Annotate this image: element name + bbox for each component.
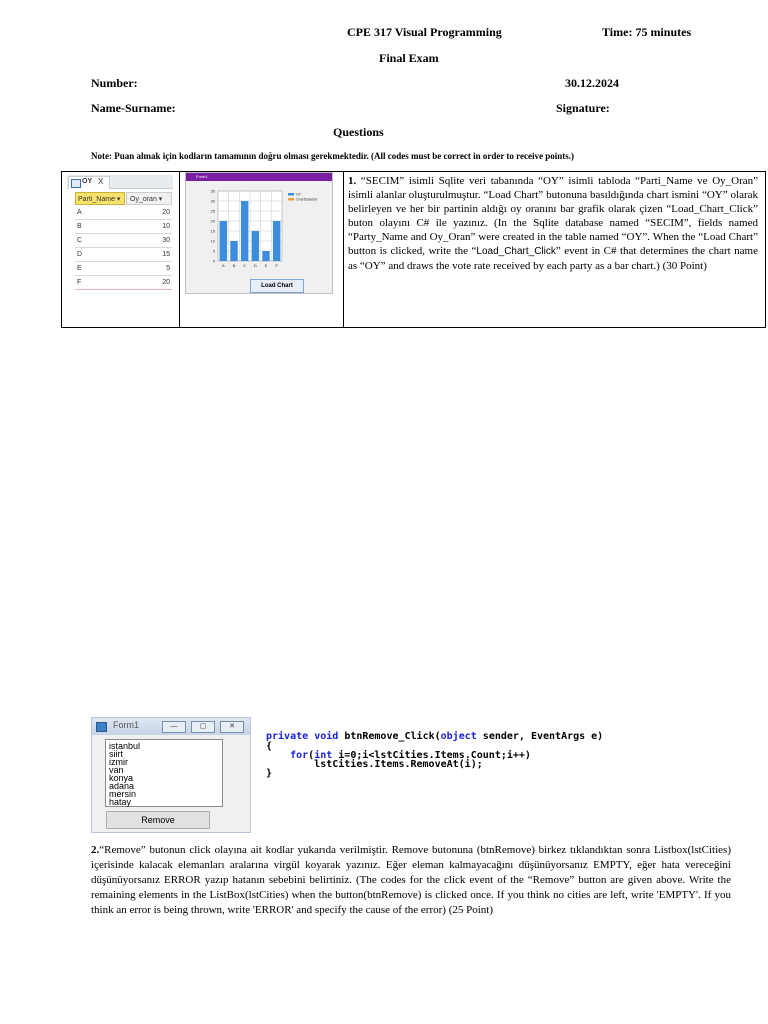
table-row: A 20	[75, 206, 172, 220]
y-tick-label: 15	[210, 228, 215, 234]
list-item[interactable]: hatay	[109, 797, 132, 807]
code-line-3: for(int i=0;i<lstCities.Items.Count;i++)	[290, 750, 531, 761]
list-item[interactable]: konya	[109, 773, 134, 783]
cell-divider	[179, 172, 180, 327]
legend-swatch	[288, 193, 294, 196]
bar	[262, 251, 269, 261]
number-label: Number:	[91, 76, 138, 90]
cities-listbox[interactable]	[105, 739, 223, 807]
x-tick-label: E	[264, 263, 268, 268]
database-table-image	[67, 175, 173, 291]
list-item[interactable]: izmir	[109, 757, 128, 767]
bar	[220, 221, 227, 261]
bar	[241, 201, 248, 261]
x-tick-label: A	[221, 263, 225, 268]
exam-time: Time: 75 minutes	[602, 25, 692, 39]
code-line-4: lstCities.Items.RemoveAt(i);	[314, 759, 483, 770]
bar	[230, 241, 237, 261]
bar	[252, 231, 259, 261]
questions-title: Questions	[333, 125, 384, 139]
table-icon	[71, 179, 81, 188]
remove-form-image	[91, 717, 251, 833]
x-tick-label: F	[275, 263, 278, 268]
exam-date: 30.12.2024	[565, 76, 619, 90]
x-tick-label: C	[243, 263, 247, 268]
table-row: D 15	[75, 248, 172, 262]
list-item[interactable]: van	[109, 765, 124, 775]
code-line-1: private void btnRemove_Click(object sender, EventArgs e)	[266, 731, 604, 742]
y-tick-label: 10	[210, 238, 215, 244]
tab-close-icon: X	[98, 177, 104, 186]
form-title: Form1	[113, 720, 140, 730]
chart-form-image	[185, 172, 333, 294]
table-tab-bar	[67, 175, 173, 189]
list-item[interactable]: adana	[109, 781, 135, 791]
maximize-button[interactable]: ▢	[191, 721, 215, 733]
legend-label: ChartDataSet	[296, 197, 318, 202]
cell-divider	[343, 172, 344, 327]
y-tick-label: 35	[210, 188, 215, 194]
code-line-5: }	[266, 768, 273, 779]
question-1-text: 1. “SECIM” isimli Sqlite veri tabanında “OY” isimli tabloda “Parti_Name ve Oy_Oran” isimli alanlar oluşturulmuştur. “Load Chart” butonuna basıldığında chart ismini “OY” olarak belirleyen ve her bir partinin aldığı oy oranını bar grafik olarak çizen “Load_Chart_Click” buton olayını C# ile yazınız. (In the Sqlite database named “SECIM”, fields named “Party_Name and Oy_Oran” were created in the table named “OY”. When the “Load Chart” button is clicked, write the “Load_Chart_Click” event in C# that determines the chart name as “OY” and draws the vote rate received by each party as a bar chart.) (30 Point)	[348, 175, 759, 272]
bar	[273, 221, 280, 261]
question-1-table	[61, 171, 766, 328]
legend-swatch	[288, 198, 294, 201]
table-row: B 10	[75, 220, 172, 234]
y-tick-label: 0	[212, 258, 215, 264]
signature-label: Signature:	[556, 101, 610, 115]
list-item[interactable]: istanbul	[109, 741, 141, 751]
exam-note: Note: Puan almak için kodların tamamının doğru olması gerekmektedir. (All codes must be correct in order to receive points.)	[91, 151, 574, 161]
y-tick-label: 25	[210, 208, 215, 214]
x-tick-label: B	[232, 263, 236, 268]
form-icon	[96, 722, 107, 732]
table-row: E 5	[75, 262, 172, 276]
list-item[interactable]: siirt	[109, 749, 123, 759]
column-header-oy-oran: Oy_oran ▾	[126, 192, 172, 205]
x-tick-label: D	[253, 263, 257, 268]
close-button[interactable]: ✕	[220, 721, 244, 733]
bar-chart	[186, 183, 332, 283]
table-tab-name: OY	[82, 178, 93, 185]
question-2-text: 2.“Remove” butonun click olayına ait kodlar yukarıda verilmiştir. Remove butonuna (btnRemove) birkez tıklandıktan sonra Listbox(lstCities) içerisinde kalacak elemanları aralarına virgül koyarak yazınız. Eğer eleman kalmayacağını düşünüyorsanız EMPTY, eğer hata vereceğini düşünüyorsanız ERROR yazıp hatanın sebebini belirtiniz. (The codes for the click event of the “Remove” button are given above. Write the remaining elements in the ListBox(lstCities) when the button(btnRemove) is clicked once. If you think no cities are left, write 'EMPTY'. If you think an error is being thrown, write 'ERROR' and specify the cause of the error) (25 Point)	[91, 844, 731, 916]
table-row: F 20	[75, 276, 172, 290]
y-tick-label: 5	[212, 248, 215, 254]
course-title: CPE 317 Visual Programming	[347, 25, 502, 39]
exam-title: Final Exam	[379, 51, 439, 65]
name-surname-label: Name-Surname:	[91, 101, 176, 115]
column-header-parti-name: Parti_Name ▾	[75, 192, 125, 205]
code-line-2: {	[266, 741, 273, 752]
load-chart-button[interactable]: Load Chart	[250, 279, 304, 293]
y-tick-label: 20	[210, 218, 215, 224]
table-row: C 30	[75, 234, 172, 248]
remove-button[interactable]: Remove	[106, 811, 210, 829]
table-tab	[68, 176, 110, 189]
y-tick-label: 30	[210, 198, 215, 204]
minimize-button[interactable]: —	[162, 721, 186, 733]
form-title: Form1	[196, 174, 208, 179]
legend-label: OY	[296, 192, 302, 197]
list-item[interactable]: mersin	[109, 789, 137, 799]
